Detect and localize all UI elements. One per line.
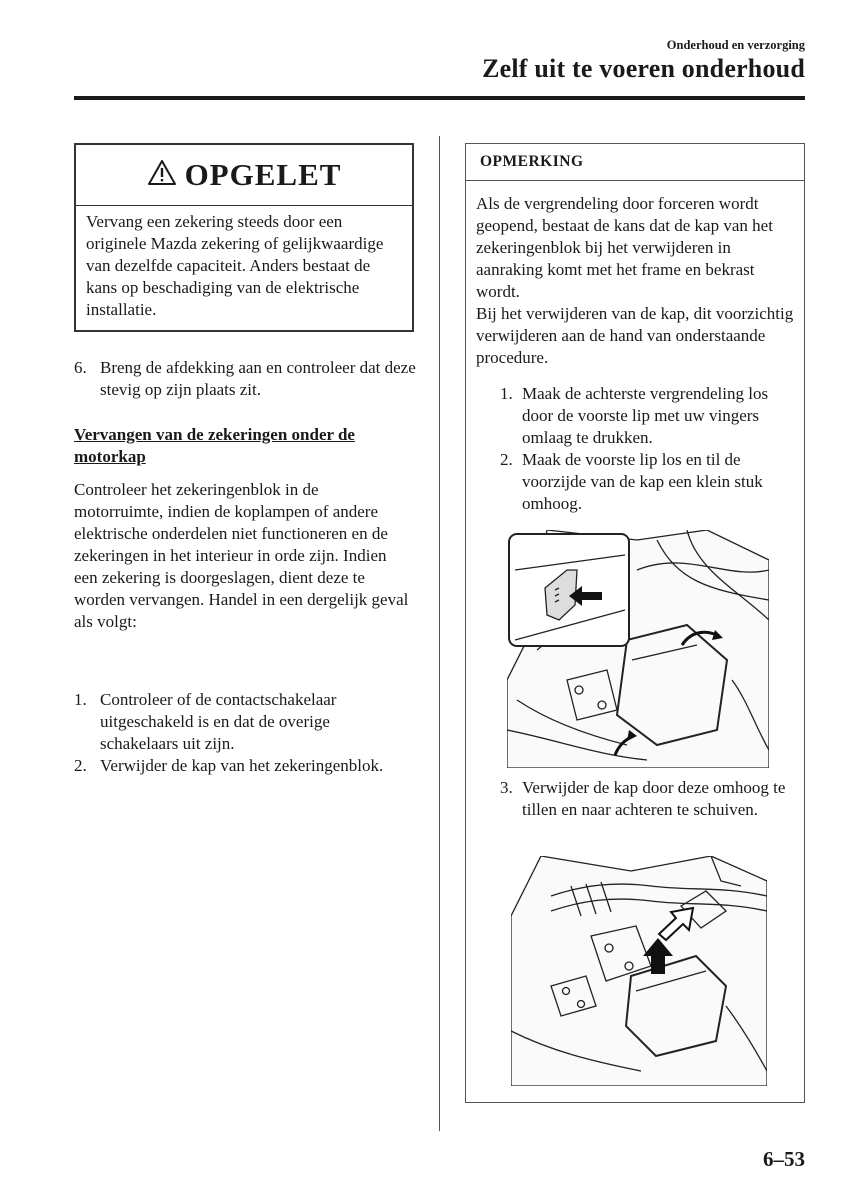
- list-text: Maak de achterste vergrendeling los door de voorste lip met uw vingers omlaag te drukken.: [522, 384, 769, 447]
- list-number: 2.: [74, 756, 87, 775]
- fuse-box-cover-unlock-figure: [507, 530, 769, 768]
- step-list: [74, 689, 404, 777]
- list-text: Verwijder de kap van het zekeringenblok.: [100, 756, 384, 775]
- header-rule: [74, 96, 805, 100]
- page-title: Zelf uit te voeren onderhoud: [482, 54, 805, 83]
- warning-triangle-icon: [147, 159, 177, 191]
- list-item: [500, 777, 795, 821]
- note-title: OPMERKING: [466, 144, 804, 181]
- column-divider: [439, 136, 440, 1131]
- note-paragraph: Bij het verwijderen van de kap, dit voorzichtig verwijderen aan de hand van onderstaande procedure.: [476, 304, 794, 367]
- list-text: Maak de voorste lip los en til de voorzijde van de kap een klein stuk omhoog.: [522, 450, 763, 513]
- note-step-list: [500, 383, 790, 515]
- caution-text: Vervang een zekering steeds door een originele Mazda zekering of gelijkwaardige van dezelfde capaciteit. Anders bestaat de kans op beschadiging van de elektrische installatie.: [86, 212, 384, 319]
- list-item: [500, 449, 790, 515]
- list-number: 2.: [500, 450, 513, 469]
- list-item: [500, 383, 790, 449]
- body-paragraph: Controleer het zekeringenblok in de motorruimte, indien de koplampen of andere elektrische onderdelen niet functioneren en de zekeringen in het interieur in orde zijn. Indien een zekering is doorgeslagen, dient deze te worden vervangen. Handel in een dergelijk geval als volgt:: [74, 480, 409, 631]
- caution-header: [76, 145, 412, 206]
- caution-title: OPGELET: [184, 157, 342, 192]
- caution-box: [74, 143, 414, 332]
- list-number: 1.: [74, 690, 87, 709]
- section-label: Onderhoud en verzorging: [666, 38, 805, 52]
- page-number: 6–53: [763, 1147, 805, 1171]
- list-item: [74, 689, 404, 755]
- list-text: Verwijder de kap door deze omhoog te tillen en naar achteren te schuiven.: [522, 778, 786, 819]
- list-item: [74, 357, 419, 401]
- list-number: 1.: [500, 384, 513, 403]
- list-number: 6.: [74, 358, 87, 377]
- list-number: 3.: [500, 778, 513, 797]
- fuse-box-cover-removal-figure: [511, 856, 767, 1086]
- note-body: [466, 181, 804, 369]
- note-paragraph: Als de vergrendeling door forceren wordt geopend, bestaat de kans dat de kap van het zekeringenblok bij het verwijderen in aanraking komt met het frame en bekrast wordt.: [476, 194, 773, 301]
- list-item: [74, 755, 404, 777]
- section-subheading: Vervangen van de zekeringen onder de motorkap: [74, 425, 355, 466]
- list-text: Breng de afdekking aan en controleer dat deze stevig op zijn plaats zit.: [100, 358, 416, 399]
- list-text: Controleer of de contactschakelaar uitgeschakeld is en dat de overige schakelaars uit zijn.: [100, 690, 337, 753]
